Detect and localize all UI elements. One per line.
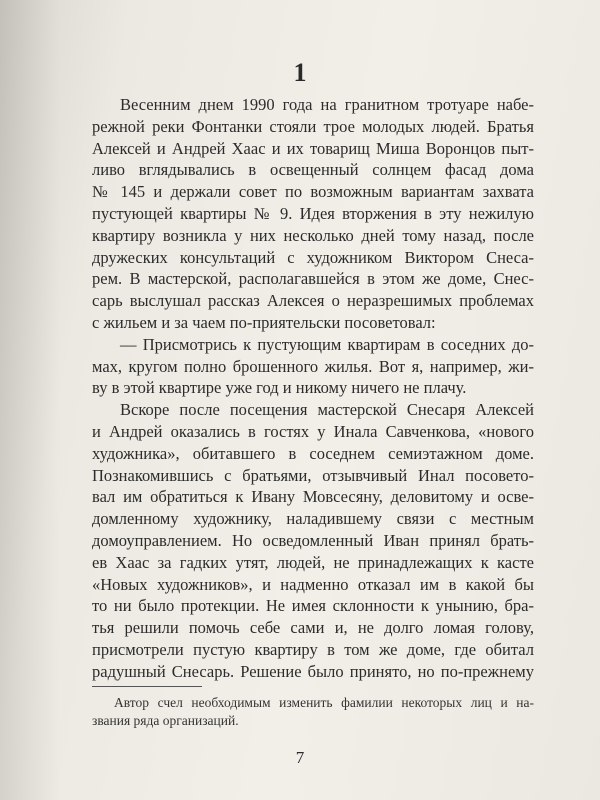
text-line: вал им обратиться к Ивану Мовсесяну, деловитому и осве- [92, 487, 534, 507]
chapter-number: 1 [293, 58, 307, 87]
text-line: домоуправлением. Но осведомленный Иван принял брать- [92, 530, 534, 550]
text-line: ев Хаас за гадких утят, людей, не принадлежащих к касте [92, 552, 534, 572]
text-line: и Андрей оказались в гостях у Инала Савченкова, «нового [92, 421, 534, 441]
text-line: Весенним днем 1990 года на гранитном тротуаре набе- [120, 95, 534, 114]
text-line: Познакомившись с братьями, отзывчивый Инал посовето- [92, 465, 534, 485]
text-line: № 145 и держали совет по возможным вариантам захвата [92, 182, 534, 202]
body-text [92, 94, 534, 683]
text-line: ву в этой квартире уже год и никому ничего не плачу. [92, 378, 467, 398]
text-line: «Новых художников», и надменно отказал им в какой бы [92, 574, 534, 594]
text-line: режной реки Фонтанки стояли трое молодых людей. Братья [92, 116, 534, 136]
text-line: тья решили помочь себе сами и, не долго ломая голову, [92, 618, 534, 638]
text-line: Вскоре после посещения мастерской Снесаря Алексей [120, 400, 534, 420]
text-line: — Присмотрись к пустующим квартирам в соседних до- [120, 334, 534, 354]
text-line: домленному художнику, наладившему связи с местным [92, 509, 534, 529]
text-line: мах, кругом полно брошенного жилья. Вот я, например, жи- [92, 356, 534, 376]
text-line: рем. В мастерской, располагавшейся в этом же доме, Снес- [92, 269, 534, 289]
text-line: то ни было протекции. Не имея склонности к унынию, бра- [92, 596, 534, 616]
page-number: 7 [295, 748, 305, 767]
page-gutter-shadow [0, 0, 60, 800]
text-line: дружеских консультаций с художником Виктором Снеса- [92, 247, 534, 267]
footnote-separator [92, 686, 202, 687]
text-line: сарь выслушал рассказ Алексея о неразрешимых проблемах [92, 291, 534, 311]
text-line: пустующей квартиры № 9. Идея вторжения в эту нежилую [92, 203, 534, 223]
text-line: с жильем и за чаем по-приятельски посоветовал: [92, 312, 436, 332]
text-line: присмотрели пустую квартиру в том же доме, где обитал [92, 639, 534, 659]
footnote-line: звания ряда организаций. [92, 713, 239, 728]
text-line: художника», обитавшего в соседнем семиэтажном доме. [92, 443, 534, 463]
text-line: Алексей и Андрей Хаас и их товарищ Миша Воронцов пыт- [92, 138, 534, 158]
footnote [92, 694, 534, 730]
text-line: радушный Снесарь. Решение было принято, но по-прежнему [92, 661, 534, 681]
text-line: ливо вглядывались в освещенный солнцем фасад дома [92, 160, 534, 180]
text-line: квартиру возникла у них несколько дней тому назад, после [92, 225, 534, 245]
footnote-line: Автор счел необходимым изменить фамилии некоторых лиц и на- [114, 695, 534, 710]
